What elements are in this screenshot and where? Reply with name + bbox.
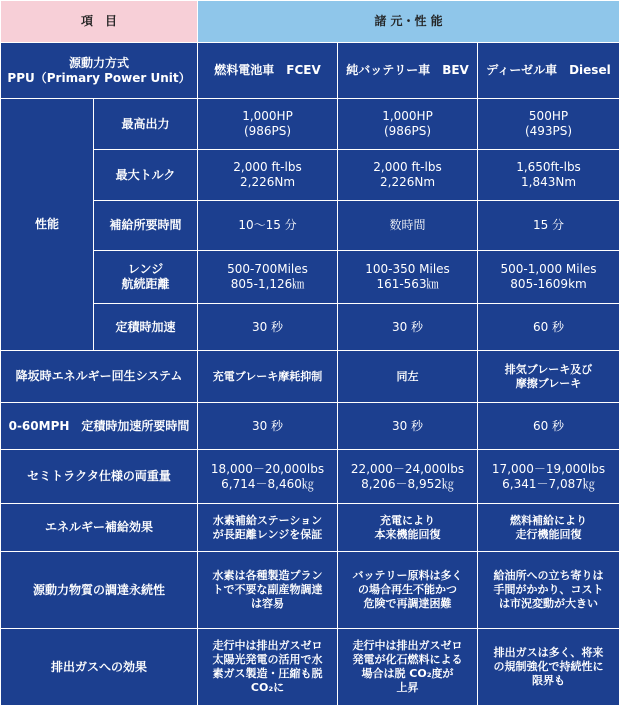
row-weight [1, 450, 619, 504]
cell-bev: 数時間 [338, 201, 478, 251]
cell-fcev: 1,000HP (986PS) [198, 99, 338, 150]
row-label-ppu: 源動力方式 PPU（Primary Power Unit） [1, 43, 198, 99]
cell-diesel: 17,000－19,000lbs 6,341－7,087㎏ [478, 450, 619, 504]
cell-fcev: 充電ブレーキ摩耗抑制 [198, 351, 338, 403]
cell-bev: 2,000 ft-lbs 2,226Nm [338, 150, 478, 201]
cell-diesel: 排出ガスは多く、将来 の規制強化で持続性に 限界も [478, 629, 619, 706]
row-label-weight: セミトラクタ仕様の両重量 [1, 450, 198, 504]
row-regen [1, 351, 619, 403]
header-item: 項 目 [1, 1, 198, 43]
row-refuel-time [1, 201, 619, 251]
row-emissions [1, 629, 619, 706]
cell-diesel: 500HP (493PS) [478, 99, 619, 150]
cell-bev: 30 秒 [338, 304, 478, 351]
row-label-sustainability: 源動力物質の調達永続性 [1, 552, 198, 629]
row-accel [1, 304, 619, 351]
cell-bev: 走行中は排出ガスゼロ 発電が化石燃料による 場合は脱 CO₂度が 上昇 [338, 629, 478, 706]
sub-label-range: レンジ 航続距離 [94, 251, 198, 304]
row-0-60 [1, 403, 619, 450]
cell-diesel: 燃料補給により 走行機能回復 [478, 504, 619, 552]
row-max-output [1, 99, 619, 150]
cell-diesel: 60 秒 [478, 403, 619, 450]
cell-diesel: 給油所への立ち寄りは 手間がかかり、コスト は市況変動が大きい [478, 552, 619, 629]
sub-label-max-torque: 最大トルク [94, 150, 198, 201]
row-label-0-60: 0-60MPH 定積時加速所要時間 [1, 403, 198, 450]
cell-fcev: 500-700Miles 805-1,126㎞ [198, 251, 338, 304]
cell-diesel: 500-1,000 Miles 805-1609km [478, 251, 619, 304]
cell-fcev: 水素は各種製造プラン トで不要な副産物調達 は容易 [198, 552, 338, 629]
cell-fcev: 水素補給ステーション が長距離レンジを保証 [198, 504, 338, 552]
row-ppu [1, 43, 619, 99]
cell-bev: 30 秒 [338, 403, 478, 450]
cell-fcev: 30 秒 [198, 403, 338, 450]
cell-diesel: 排気ブレーキ及び 摩擦ブレーキ [478, 351, 619, 403]
header-row [1, 1, 619, 43]
sub-label-accel: 定積時加速 [94, 304, 198, 351]
sub-label-max-output: 最高出力 [94, 99, 198, 150]
row-label-regen: 降坂時エネルギー回生システム [1, 351, 198, 403]
cell-diesel: 15 分 [478, 201, 619, 251]
row-max-torque [1, 150, 619, 201]
row-label-energy-supply: エネルギー補給効果 [1, 504, 198, 552]
cell-diesel: 1,650ft-lbs 1,843Nm [478, 150, 619, 201]
row-label-emissions: 排出ガスへの効果 [1, 629, 198, 706]
cell-bev: 同左 [338, 351, 478, 403]
cell-fcev: 18,000－20,000lbs 6,714－8,460㎏ [198, 450, 338, 504]
ppu-fcev: 燃料電池車 FCEV [198, 43, 338, 99]
cell-fcev: 10～15 分 [198, 201, 338, 251]
header-spec: 諸 元・性 能 [198, 1, 619, 43]
ppu-bev: 純バッテリー車 BEV [338, 43, 478, 99]
cell-bev: 100-350 Miles 161-563㎞ [338, 251, 478, 304]
cell-bev: 充電により 本来機能回復 [338, 504, 478, 552]
row-energy-supply [1, 504, 619, 552]
cell-fcev: 走行中は排出ガスゼロ 太陽光発電の活用で水 素ガス製造・圧縮も脱 CO₂に [198, 629, 338, 706]
cell-fcev: 30 秒 [198, 304, 338, 351]
cell-fcev: 2,000 ft-lbs 2,226Nm [198, 150, 338, 201]
ppu-diesel: ディーゼル車 Diesel [478, 43, 619, 99]
sub-label-refuel-time: 補給所要時間 [94, 201, 198, 251]
row-range [1, 251, 619, 304]
group-label-performance: 性能 [1, 99, 94, 351]
row-sustainability [1, 552, 619, 629]
cell-bev: 1,000HP (986PS) [338, 99, 478, 150]
cell-bev: バッテリー原料は多く の場合再生不能かつ 危険で再調達困難 [338, 552, 478, 629]
cell-bev: 22,000－24,000lbs 8,206－8,952㎏ [338, 450, 478, 504]
cell-diesel: 60 秒 [478, 304, 619, 351]
